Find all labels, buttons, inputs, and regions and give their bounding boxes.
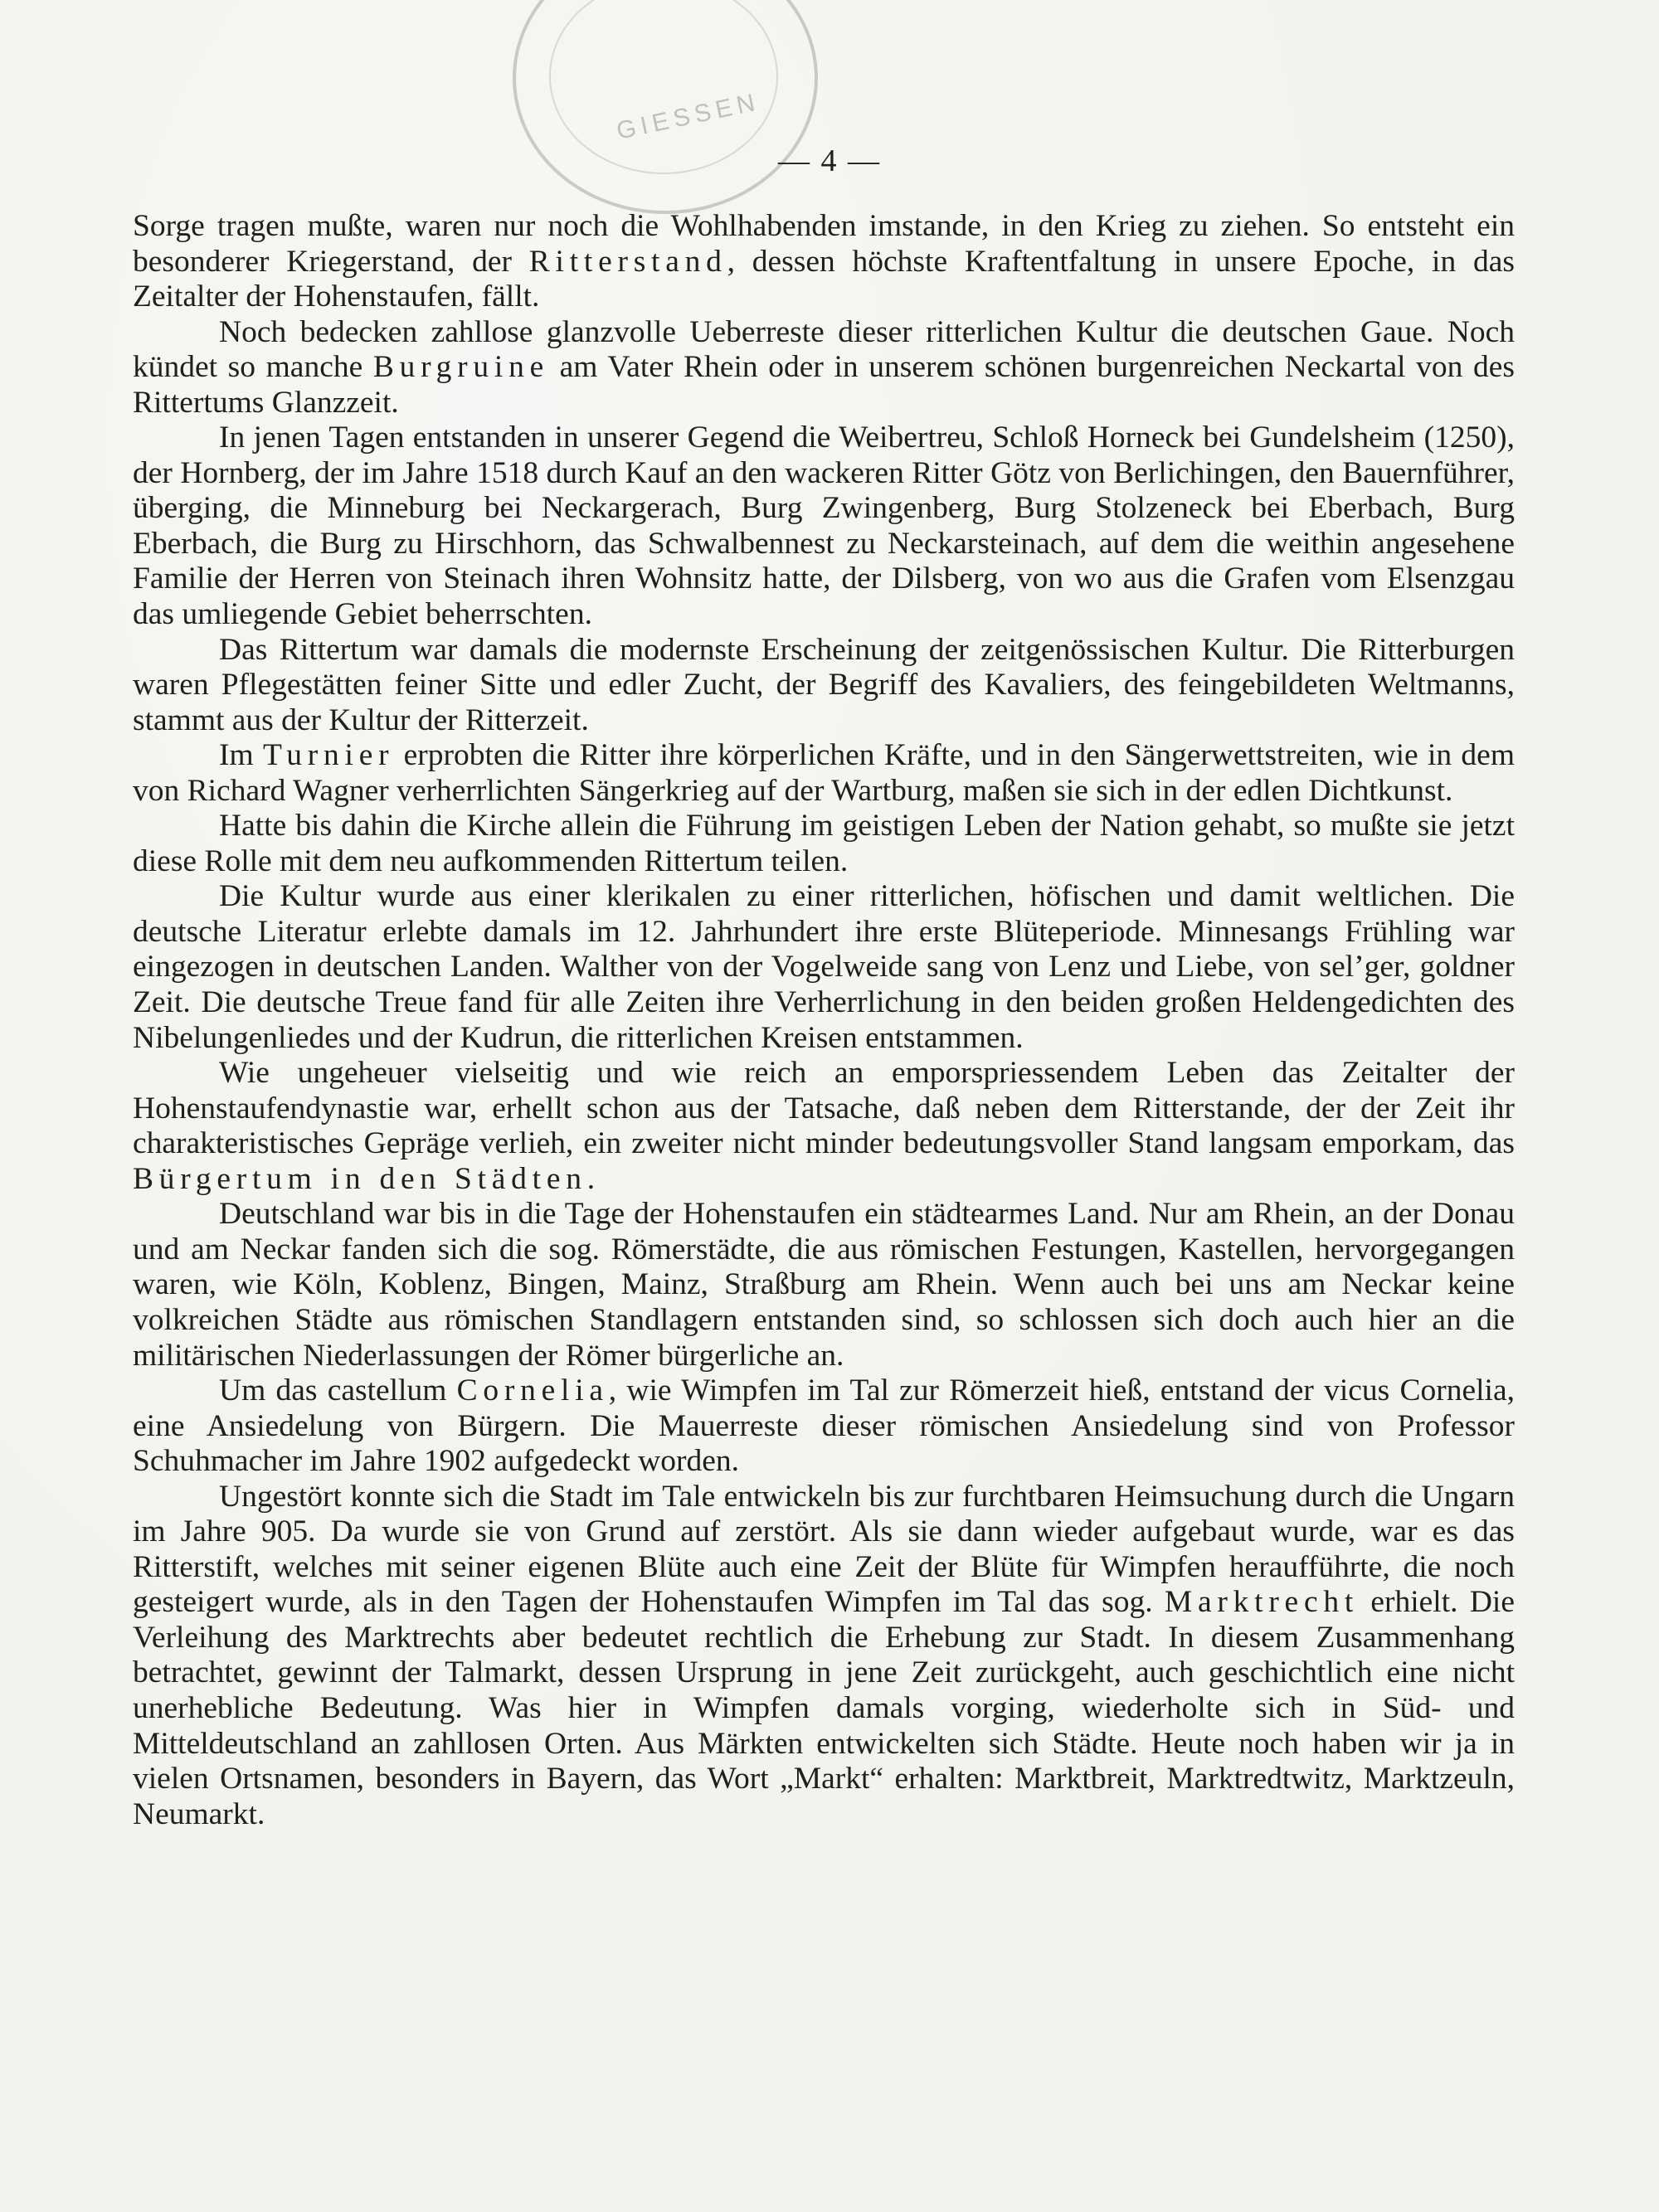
- paragraph-text: , dessen höchste Kraftentfaltung in unsere Epoche, in das Zeitalter der Hohenstaufen, fällt.: [133, 244, 1515, 314]
- emphasized-text: Cornelia: [456, 1373, 609, 1408]
- paragraph-text: , wie Wimpfen im Tal zur Römerzeit hieß, entstand der vicus Cornelia, eine Ansiedelung von Bürgern. Die Mauerreste dieser römischen Ansiedelung sind von Professor Schuhmacher im Jahre 1902 aufgedeckt worden.: [133, 1373, 1515, 1479]
- paragraph-text: Im: [219, 738, 263, 773]
- paragraph-text: erprobten die Ritter ihre körperlichen Kräfte, und in den Sängerwettstreiten, wie in dem von Richard Wagner verherrlichten Sängerkrieg auf der Wartburg, maßen sie sich in der edlen Dichtkunst.: [133, 738, 1515, 808]
- paragraph-text: Hatte bis dahin die Kirche allein die Führung im geistigen Leben der Nation gehabt, so mußte sie jetzt diese Rolle mit dem neu aufkommenden Rittertum teilen.: [133, 809, 1515, 878]
- paragraph-text: am Vater Rhein oder in unserem schönen burgenreichen Neckartal von des Rittertums Glanzzeit.: [133, 350, 1515, 420]
- paragraph: [133, 209, 1515, 315]
- emphasized-text: Ritterstand: [528, 244, 727, 279]
- emphasized-text: Burgruine: [372, 350, 549, 385]
- paragraph-text: Deutschland war bis in die Tage der Hohenstaufen ein städtearmes Land. Nur am Rhein, an der Donau und am Neckar fanden sich die sog. Römerstädte, die aus römischen Festungen, Kastellen, hervorgegangen waren, wie Köln, Koblenz, Bingen, Mainz, Straßburg am Rhein. Wenn auch bei uns am Neckar keine volkreichen Städte aus römischen Standlagern entstanden sind, so schlossen sich doch auch hier an die militärischen Niederlassungen der Römer bürgerliche an.: [133, 1197, 1515, 1373]
- emphasized-text: Bürgertum in den Städten: [133, 1161, 587, 1196]
- page-number: — 4 —: [778, 143, 881, 178]
- paragraph: [133, 1373, 1515, 1480]
- paragraph-text: Wie ungeheuer vielseitig und wie reich an emporspriessendem Leben das Zeitalter der Hohenstaufendynastie war, erhellt schon aus der Tatsache, daß neben dem Ritterstande, der der Zeit ihr charakteristisches Gepräge verlieh, ein zweiter nicht minder bedeutungsvoller Stand langsam emporkam, das: [133, 1056, 1515, 1161]
- paragraph-text: Ungestört konnte sich die Stadt im Tale entwickeln bis zur furchtbaren Heimsuchung durch die Ungarn im Jahre 905. Da wurde sie von Grund auf zerstört. Als sie dann wieder aufgebaut wurde, war es das Ritterstift, welches mit seiner eigenen Blüte auch eine Zeit der Blüte für Wimpfen heraufführte, die noch gesteigert wurde, als in den Tagen der Hohenstaufen Wimpfen im Tal das sog.: [133, 1479, 1515, 1620]
- paragraph: [133, 633, 1515, 739]
- emphasized-text: Turnier: [262, 738, 395, 773]
- paragraph: [133, 1056, 1515, 1197]
- body-text: [133, 209, 1515, 1832]
- paragraph: [133, 738, 1515, 809]
- paragraph-text: .: [586, 1161, 596, 1196]
- paragraph: [133, 879, 1515, 1056]
- library-stamp-text: GIESSEN: [614, 88, 762, 145]
- paragraph-text: In jenen Tagen entstanden in unserer Gegend die Weibertreu, Schloß Horneck bei Gundelsheim (1250), der Hornberg, der im Jahre 1518 durch Kauf an den wackeren Ritter Götz von Berlichingen, den Bauernführer, überging, die Minneburg bei Neckargerach, Burg Zwingenberg, Burg Stolzeneck bei Eberbach, Burg Eberbach, die Burg zu Hirschhorn, das Schwalbennest zu Neckarsteinach, auf dem die weithin angesehene Familie der Herren von Steinach ihren Wohnsitz hatte, der Dilsberg, von wo aus die Grafen vom Elsenzgau das umliegende Gebiet beherrschten.: [133, 421, 1515, 632]
- paragraph-text: Sorge tragen mußte, waren nur noch die Wohlhabenden imstande, in den Krieg zu ziehen. So entsteht ein besonderer Kriegerstand, der: [133, 209, 1515, 279]
- paragraph-text: erhielt. Die Verleihung des Marktrechts aber bedeutet rechtlich die Erhebung zur Stadt. In diesem Zusammenhang betrachtet, gewinnt der Talmarkt, dessen Ursprung in jene Zeit zurückgeht, auch geschichtlich eine nicht unerhebliche Bedeutung. Was hier in Wimpfen damals vorging, wiederholte sich in Süd- und Mitteldeutschland an zahllosen Orten. Aus Märkten entwickelten sich Städte. Heute noch haben wir ja in vielen Ortsnamen, besonders in Bayern, das Wort „Markt“ erhalten: Marktbreit, Marktredtwitz, Marktzeuln, Neumarkt.: [133, 1585, 1515, 1831]
- paragraph-text: Noch bedecken zahllose glanzvolle Ueberreste dieser ritterlichen Kultur die deutschen Gaue. Noch kündet so manche: [133, 314, 1515, 385]
- library-stamp: [513, 0, 818, 214]
- paragraph: [133, 421, 1515, 632]
- paragraph-text: Die Kultur wurde aus einer klerikalen zu einer ritterlichen, höfischen und damit weltlichen. Die deutsche Literatur erlebte damals im 12. Jahrhundert ihre erste Blüteperiode. Minnesangs Frühling war eingezogen in deutschen Landen. Walther von der Vogelweide sang von Lenz und Liebe, von sel’ger, goldner Zeit. Die deutsche Treue fand für alle Zeiten ihre Verherrlichung in den beiden großen Heldengedichten des Nibelungenliedes und der Kudrun, die ritterlichen Kreisen entstammen.: [133, 879, 1515, 1055]
- paragraph: [133, 809, 1515, 879]
- paragraph: [133, 315, 1515, 421]
- paragraph-text: Um das castellum: [219, 1373, 457, 1408]
- paragraph-text: Das Rittertum war damals die modernste Erscheinung der zeitgenössischen Kultur. Die Ritterburgen waren Pflegestätten feiner Sitte und edler Zucht, der Begriff des Kavaliers, des feingebildeten Weltmanns, stammt aus der Kultur der Ritterzeit.: [133, 632, 1515, 737]
- paragraph: [133, 1480, 1515, 1832]
- emphasized-text: Marktrecht: [1164, 1585, 1360, 1620]
- paragraph: [133, 1197, 1515, 1373]
